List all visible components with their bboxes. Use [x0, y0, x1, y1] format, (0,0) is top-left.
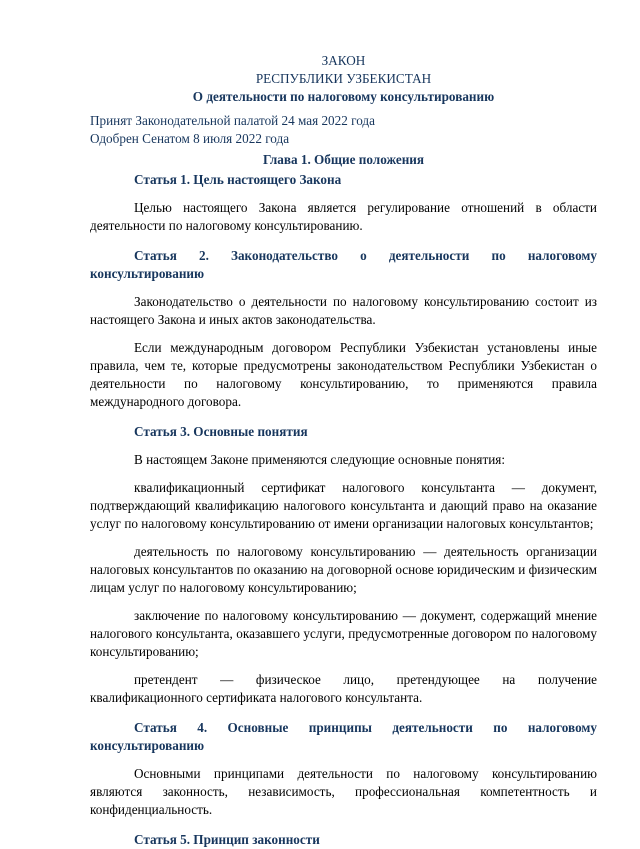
article-paragraph: Законодательство о деятельности по налоговому консультированию состоит из настоящего Закона и иных актов законодательства.: [90, 294, 597, 327]
article-paragraph: Если международным договором Республики Узбекистан установлены иные правила, чем те, которые предусмотрены законодательством Республики Узбекистан о деятельности по налоговому консультированию, то применяются правила международного договора.: [90, 340, 597, 409]
article-title: Статья 2. Законодательство о деятельности по налоговому консультированию: [90, 248, 597, 281]
approved-line: Одобрен Сенатом 8 июля 2022 года: [90, 131, 290, 146]
article-title: Статья 4. Основные принципы деятельности по налоговому консультированию: [90, 720, 597, 753]
adoption-info: [90, 112, 597, 148]
article-title: Статья 3. Основные понятия: [134, 424, 308, 439]
document-page: [90, 52, 597, 849]
article-paragraph: Основными принципами деятельности по налоговому консультированию являются законность, независимость, профессиональная компетентность и конфиденциальность.: [90, 766, 597, 817]
chapter-title: Глава 1. Общие положения: [262, 152, 425, 167]
adopted-line: Принят Законодательной палатой 24 мая 2022 года: [90, 113, 375, 128]
law-country: РЕСПУБЛИКИ УЗБЕКИСТАН: [255, 71, 432, 86]
article-paragraph: заключение по налоговому консультированию — документ, содержащий мнение налогового консультанта, оказавшего услуги, предусмотренные договором по налоговому консультированию;: [90, 608, 597, 659]
law-title: О деятельности по налоговому консультированию: [192, 89, 495, 104]
article-paragraph: В настоящем Законе применяются следующие основные понятия:: [134, 452, 506, 467]
article-title: Статья 5. Принцип законности: [134, 832, 320, 847]
article-paragraph: Целью настоящего Закона является регулирование отношений в области деятельности по налоговому консультированию.: [90, 200, 597, 233]
article-paragraph: деятельность по налоговому консультированию — деятельность организации налоговых консультантов по оказанию на договорной основе юридическим и физическим лицам услуг по налоговому консультированию;: [90, 544, 597, 595]
article-paragraph: претендент — физическое лицо, претендующее на получение квалификационного сертификата налогового консультанта.: [90, 672, 597, 705]
article-title: Статья 1. Цель настоящего Закона: [134, 172, 342, 187]
law-type: ЗАКОН: [321, 53, 366, 68]
article-paragraph: квалификационный сертификат налогового консультанта — документ, подтверждающий квалификацию налогового консультанта и дающий право на оказание услуг по налоговому консультированию от имени организации налоговых консультантов;: [90, 480, 597, 531]
